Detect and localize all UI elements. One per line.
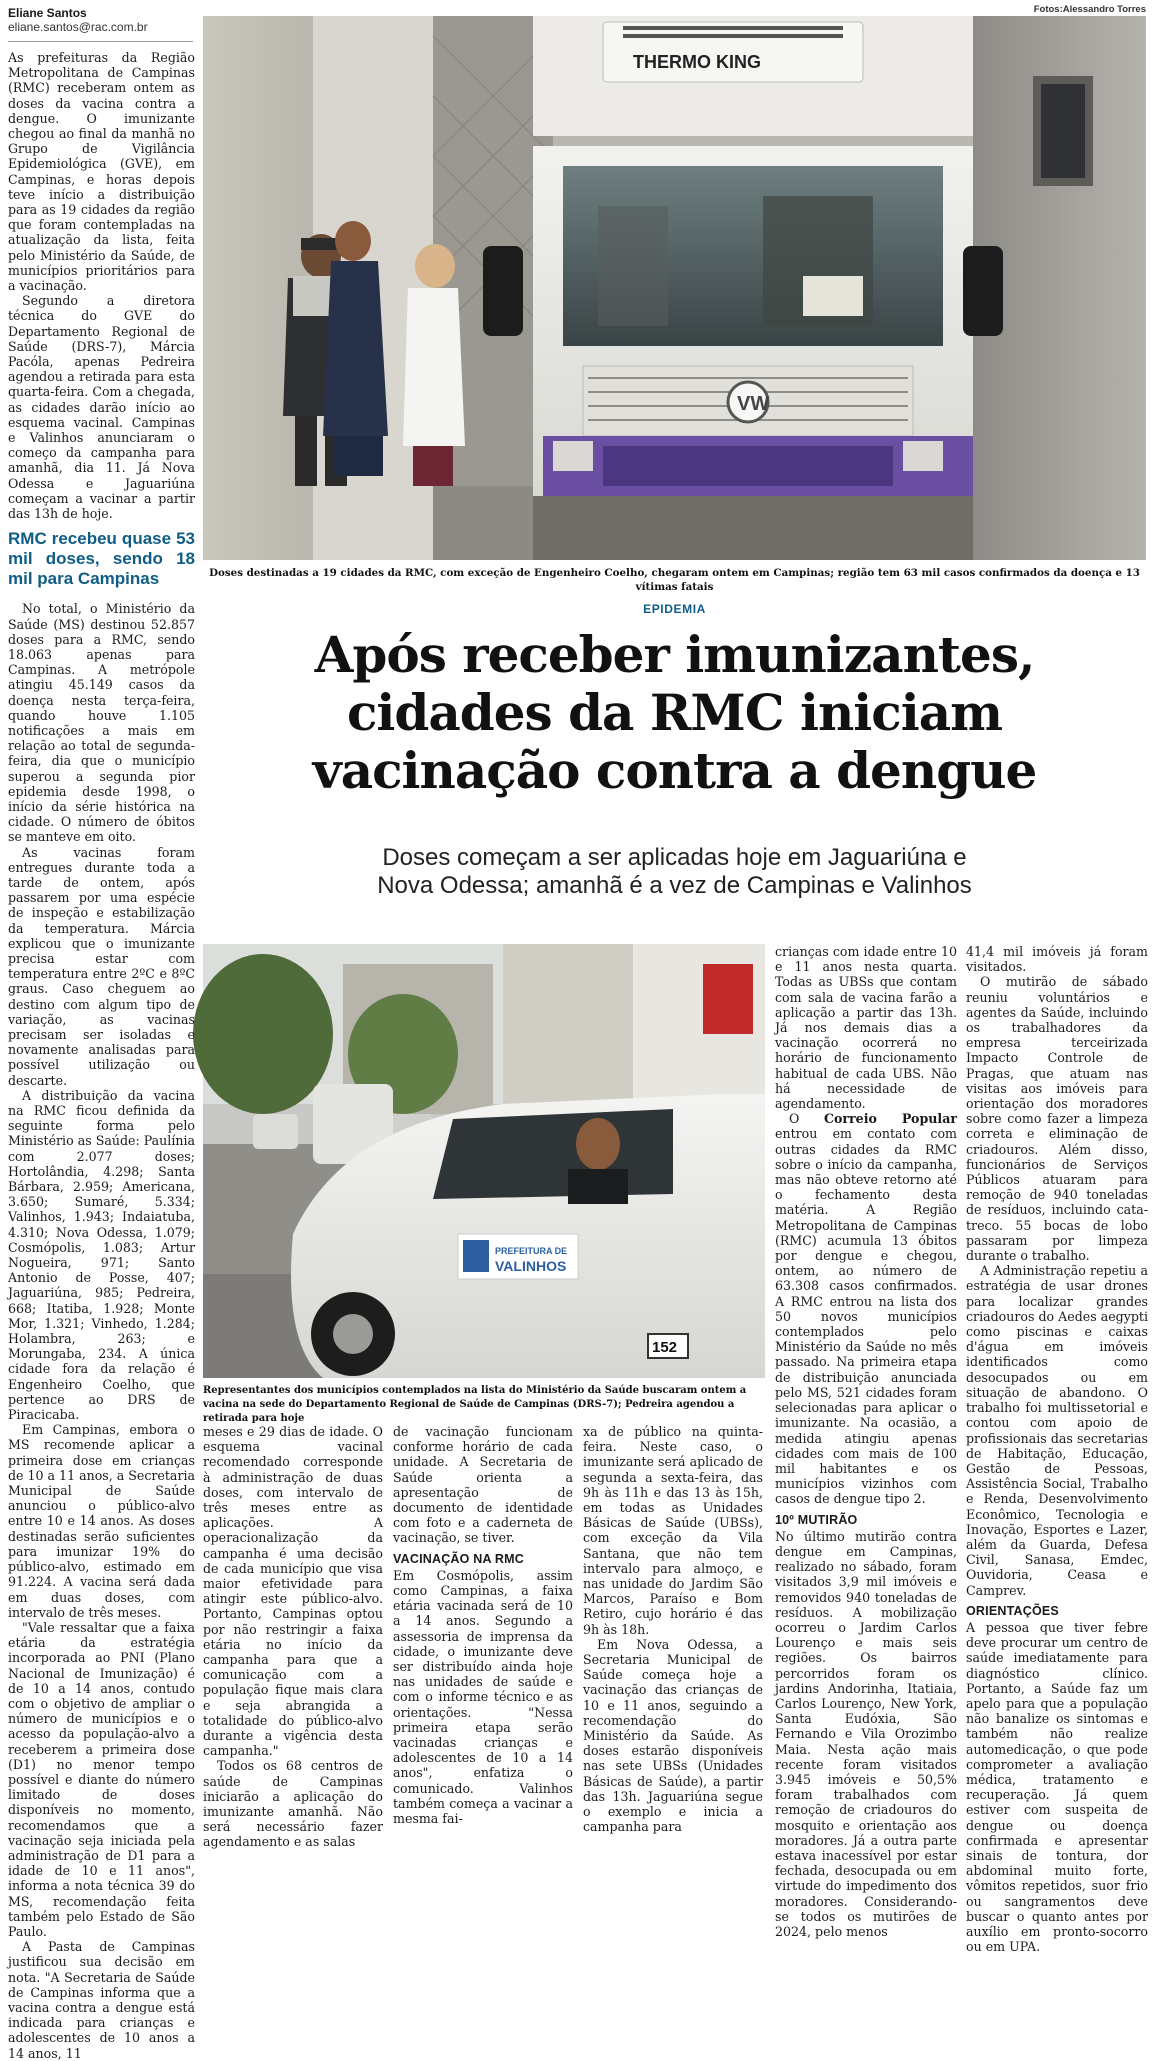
col5-p2-pre: O [789,1111,824,1127]
column-5 [775,944,957,1939]
col1-paragraph-2: Segundo a diretora técnica do GVE do Departamento Regional de Saúde (DRS-7), Márcia Pacóla, apenas Pedreira agendou a retirada para esta quarta-feira. Com a chegada, as cidades darão início ao esquema vacinal. Campinas e Valinhos anunciaram o começo da campanha para amanhã, dia 11. Já Nova Odessa e Jaguariúna começam a vacinar a partir das 13h de hoje. [8,293,195,522]
deck [203,844,1146,900]
headline [203,626,1146,800]
col3-section-title: VACINAÇÃO NA RMC [393,1551,524,1566]
headline-line-1: Após receber imunizantes, [314,625,1035,684]
col1-paragraph-1: As prefeituras da Região Metropolitana de Campinas (RMC) receberam ontem as doses da vacina contra a dengue. O imunizante chegou ao final da manhã no Grupo de Vigilância Epidemiológica (GVE), em Campinas, e horas depois teve início a distribuição para as 19 cidades da região que foram contempladas na atualização da lista, feita pelo Ministério da Saúde, de municípios prioritários para a vacinação. [8,50,195,294]
top-photo [203,16,1146,560]
photo-credit: Fotos:Alessandro Torres [1033,4,1146,15]
col1-subhead: RMC recebeu quase 53 mil doses, sendo 18 mil para Campinas [8,529,195,589]
col2-paragraph-2: Todos os 68 centros de saúde de Campinas iniciarão a aplicação do imunizante amanhã. Não será necessário fazer agendamento e as salas [203,1758,383,1850]
deck-line-1: Doses começam a ser aplicadas hoje em Jaguariúna e [382,844,967,871]
col6-section-title: ORIENTAÇÕES [966,1603,1059,1618]
col3-paragraph-1: de vacinação funcionam conforme horário de cada unidade. A Secretaria de Saúde orienta a apresentação de documento de identidade com foto e a caderneta de vacinação, se tiver. [393,1424,573,1546]
column-4 [583,1424,763,1835]
col5-paragraph-1: crianças com idade entre 10 e 11 anos nesta quarta. Todas as UBSs que contam com sala de vacina farão a aplicação a partir das 13h. Já nos demais dias a vacinação ocorrerá no horário de funcionamento habitual de cada UBS. Não há necessidade de agendamento. [775,944,957,1112]
column-6 [966,944,1148,1955]
col1-paragraph-6: Em Campinas, embora o MS recomende aplicar a primeira dose em crianças de 10 a 11 anos, a Secretaria Municipal de Saúde anunciou o público-alvo entre 10 e 14 anos. As doses destinadas serão suficientes para imunizar 19% do público-alvo, estimado em 91.224. A vacina será dada em duas doses, com intervalo de três meses. [8,1422,195,1620]
col1-paragraph-3: No total, o Ministério da Saúde (MS) destinou 52.857 doses para a RMC, sendo 18.063 apenas para Campinas. A metrópole atingiu 45.149 casos da doença nesta terça-feira, quando houve 1.105 notificações a mais em relação ao total de segunda-feira, dia que o município superou a segunda pior epidemia desde 1998, o início da série histórica na cidade. O número de óbitos se manteve em oito. [8,601,195,845]
headline-line-3: vacinação contra a dengue [312,741,1037,800]
col1-paragraph-8: A Pasta de Campinas justificou sua decisão em nota. "A Secretaria de Saúde de Campinas informa que a vacina contra a dengue está indicada para crianças e adolescentes de 10 anos a 14 anos, 11 [8,1939,195,2061]
col6-paragraph-2: O mutirão de sábado reuniu voluntários e agentes da Saúde, incluindo os trabalhadores da empresa terceirizada Impacto Controle de Pragas, que atuam nas visitas aos imóveis para orientação dos moradores sobre como fazer a limpeza correta e eliminação de criadouros. Além disso, funcionários de Serviços Públicos atuaram para remoção de 940 toneladas de resíduos, incluindo cata-treco. 55 bocas de lobo passaram por limpeza durante o trabalho. [966,974,1148,1264]
col3-paragraph-2: Em Cosmópolis, assim como Campinas, a faixa etária vacinada será de 10 a 14 anos. Segundo a assessoria de imprensa da cidade, o imunizante deve ser distribuído ainda hoje nas unidades de saúde e com o informe técnico e as orientações. "Nessa primeira etapa serão vacinadas crianças e adolescentes de 10 a 14 anos", enfatiza o comunicado. Valinhos também começa a vacinar a mesma fai- [393,1567,573,1827]
car-text-1: PREFEITURA DE [495,1246,568,1256]
col5-p2-text: entrou em contato com outras cidades da RMC sobre o início da campanha, mas não obteve retorno até o fechamento desta matéria. A Região Metropolitana de Campinas (RMC) acumula 13 óbitos por dengue e chegou, ontem, ao número de 63.308 casos confirmados. A RMC entrou na lista dos 50 novos municípios contemplados pelo Ministério da Saúde no mês passado. Na primeira etapa de distribuição anunciada pelo MS, 521 cidades foram selecionadas para aplicar o imunizante. Na ocasião, a medida atingiu apenas cidades com mais de 100 mil habitantes e os municípios vizinhos com casos de dengue tipo 2. [775,1126,957,1507]
byline [8,6,198,34]
col6-paragraph-3: A Administração repetiu a estratégia de usar drones para localizar grandes criadouros do Aedes aegypti como piscinas e caixas d'água em imóveis identificados como desocupados ou em situação de abandono. O trabalho foi multissetorial e contou com apoio de profissionais das secretarias de Habitação, Educação, Gestão de Pessoas, Assistência Social, Trabalho e Renda, Desenvolvimento Econômico, Tecnologia e Inovação, Esportes e Lazer, além da Guarda, Defesa Civil, Sanasa, Emdec, Ouvidoria, Ceasa e Camprev. [966,1263,1148,1598]
col2-paragraph-1: meses e 29 dias de idade. O esquema vacinal recomendado corresponde à administração de duas doses, com intervalo de três meses entre as aplicações. A operacionalização da campanha é uma decisão de cada município que visa maior efetividade para atingir este público-alvo. Portanto, Campinas optou por não restringir a faixa etária no início da campanha para que a comunicação com a população fique mais clara e seja abrangida a totalidade do público-alvo durante a vigência desta campanha." [203,1424,383,1759]
rubric: EPIDEMIA [643,602,706,616]
svg-text:VW: VW [737,393,770,415]
col4-paragraph-1: xa de público na quinta-feira. Neste caso, o imunizante será aplicado de segunda a sexta-feira, das 9h às 11h e das 13 às 15h, em todas as Unidades Básicas de Saúde (UBSs), com exceção da Vila Santana, que não tem intervalo para almoço, e nas unidade do Jardim São Marcos, Paraíso e Bom Retiro, cujo horário é das 9h às 18h. [583,1424,763,1637]
top-photo-illustration [203,16,1146,560]
column-1 [8,50,195,2061]
bottom-photo-caption: Representantes dos municípios contemplados na lista do Ministério da Saúde buscaram ontem a vacina na sede do Departamento Regional de Saúde de Campinas (DRS-7); Pedreira agendou a retirada para hoje [203,1385,747,1424]
col6-paragraph-1: 41,4 mil imóveis já foram visitados. [966,944,1148,975]
byline-name: Eliane Santos [8,6,87,20]
car-text-2: VALINHOS [495,1258,567,1274]
col1-paragraph-7: "Vale ressaltar que a faixa etária da estratégia incorporada ao PNI (Plano Nacional de Imunização) é de 10 a 14 anos, contudo com o objetivo de ampliar o número de municípios e o acesso da população-alvo a receberem a primeira dose (D1) no menor tempo possível e diante do número limitado de doses disponíveis no momento, recomendamos que a vacinação seja iniciada pela administração de D1 para a idade de 10 e 11 anos", informa a nota técnica 39 do MS, recomendação feita também pelo Estado de São Paulo. [8,1619,195,1939]
top-photo-caption: Doses destinadas a 19 cidades da RMC, com exceção de Engenheiro Coelho, chegaram ontem em Campinas; região tem 63 mil casos confirmados da doença e 13 vítimas fatais [209,567,1140,593]
col6-paragraph-4: A pessoa que tiver febre deve procurar um centro de saúde imediatamente para diagnóstico clínico. Portanto, a Saúde faz um apelo para que a população não banalize os sintomas e também não realize automedicação, o que pode comprometer a avaliação médica, tratamento e recuperação. Já quem estiver com suspeita de dengue ou doença confirmada e apresentar sinais de tontura, dor abdominal muito forte, vômitos repetidos, suor frio ou sangramentos deve buscar o quanto antes por auxílio em pronto-socorro ou em UPA. [966,1619,1148,1955]
col4-paragraph-2: Em Nova Odessa, a Secretaria Municipal de Saúde começa hoje a vacinação das crianças de 10 e 11 anos, seguindo a recomendação do Ministério da Saúde. As doses estarão disponíveis nas sete UBSs (Unidades Básicas de Saúde), a partir das 13h. Jaguariúna segue o exemplo e inicia a campanha para [583,1636,763,1835]
col5-newspaper-name: Correio Popular [823,1111,957,1127]
byline-email: eliane.santos@rac.com.br [8,20,148,34]
truck-brand-text: THERMO KING [633,52,761,72]
col5-paragraph-3: No último mutirão contra dengue em Campinas, realizado no sábado, foram visitados 3,9 mil imóveis e removidos 940 toneladas de resíduos. A mobilização ocorreu o Jardim Carlos Lourenço e mais seis regiões. Os bairros percorridos foram os jardins Andorinha, Itatiaia, Carlos Lourenço, New York, Santa Eudóxia, São Fernando e Vila Orozimbo Maia. Nesta ação mais recente foram visitados 3.945 imóveis e 50,5% foram trabalhados com remoção de criadouros do mosquito e orientação aos moradores. Já a outra parte estava inacessível por estar fechada, desocupada ou em virtude do impedimento dos moradores. Considerando-se todos os mutirões de 2024, pelo menos [775,1528,957,1939]
col1-paragraph-4: As vacinas foram entregues durante toda a tarde de ontem, após passarem por uma espécie de inspeção e estabilização da temperatura. Márcia explicou que o imunizante precisa estar com temperatura entre 2ºC e 8ºC graus. Caso cheguem ao destino com algum tipo de variação, as vacinas precisam ser isoladas e novamente analisadas para possível utilização ou descarte. [8,844,195,1088]
col5-paragraph-2 [775,1111,957,1506]
col1-paragraph-5: A distribuição da vacina na RMC ficou definida da seguinte forma pelo Ministério as Saúde: Paulínia com 2.077 doses; Hortolândia, 4.298; Santa Bárbara, 2.959; Americana, 3.650; Sumaré, 5.334; Valinhos, 1.943; Indaiatuba, 4.310; Nova Odessa, 1.079; Cosmópolis, 1.083; Artur Nogueira, 971; Santo Antonio de Posse, 407; Jaguariúna, 985; Pedreira, 668; Itatiba, 1.928; Monte Mor, 1.321; Vinhedo, 1.284; Holambra, 263; e Morungaba, 234. A única cidade fora da relação é Engenheiro Coelho, que pertence ao DRS de Piracicaba. [8,1087,195,1423]
bottom-photo-illustration [203,944,765,1378]
col5-section-title: 10º MUTIRÃO [775,1512,858,1527]
deck-line-2: Nova Odessa; amanhã é a vez de Campinas e Valinhos [377,872,972,899]
column-2 [203,1424,383,1850]
column-3 [393,1424,573,1827]
car-number: 152 [652,1339,678,1356]
byline-divider [8,41,193,42]
bottom-photo [203,944,765,1378]
headline-line-2: cidades da RMC iniciam [346,683,1003,742]
